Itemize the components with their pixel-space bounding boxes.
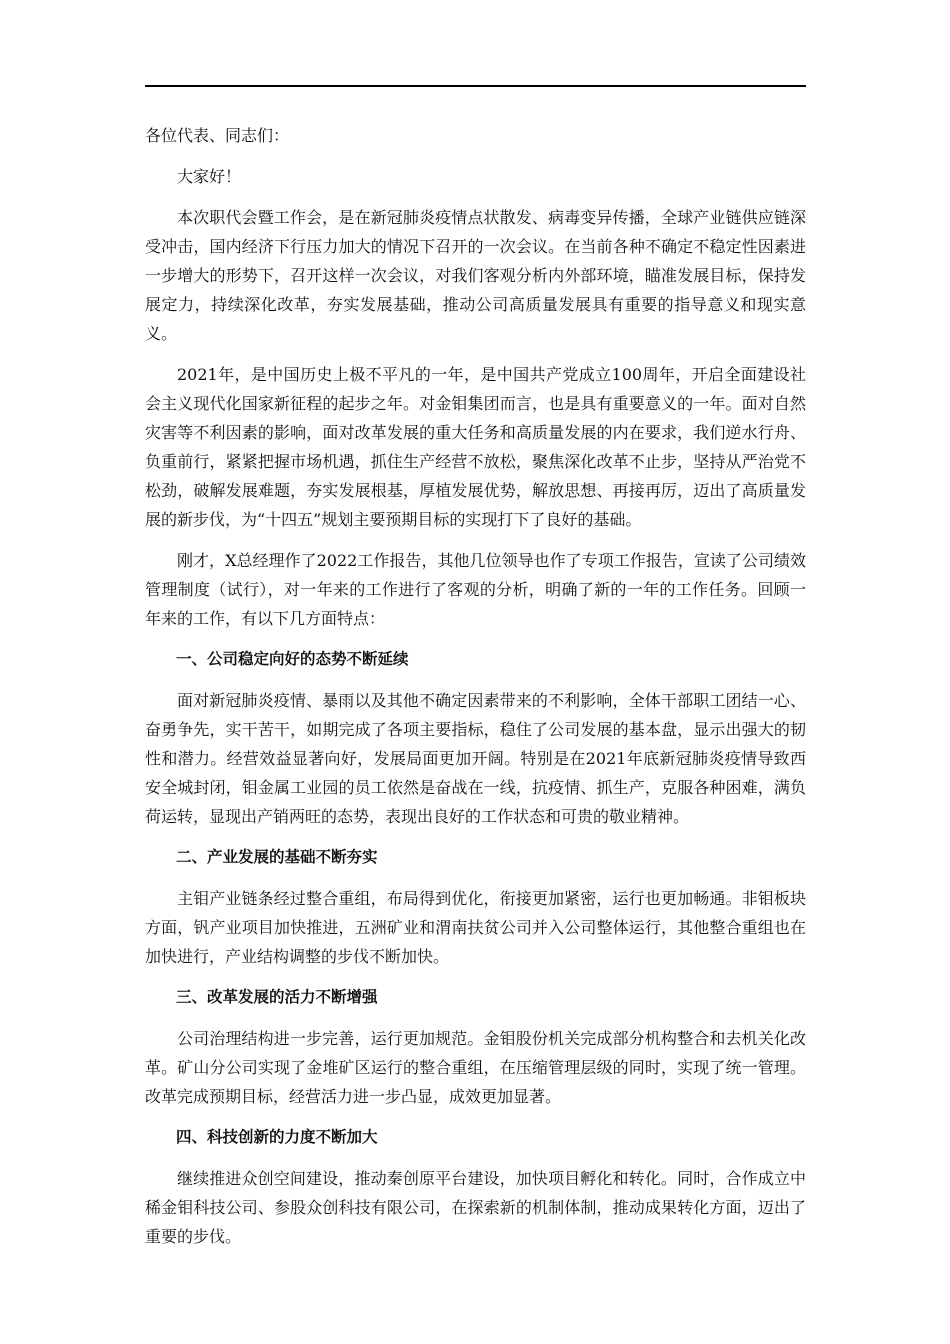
section-heading-3: 三、改革发展的活力不断增强: [176, 988, 378, 1006]
header-rule: [145, 85, 806, 87]
section-body-1: 面对新冠肺炎疫情、暴雨以及其他不确定因素带来的不利影响，全体干部职工团结一心、奋勇争先，实干苦干，如期完成了各项主要指标，稳住了公司发展的基本盘，显示出强大的韧性和潜力。经营效益显著向好，发展局面更加开阔。特别是在2021年底新冠肺炎疫情导致西安全城封闭，钼金属工业园的员工依然是奋战在一线，抗疫情、抓生产，克服各种困难，满负荷运转，显现出产销两旺的态势，表现出良好的工作状态和可贵的敬业精神。: [145, 691, 806, 826]
document-body: [145, 121, 806, 1263]
paragraph-reports: 刚才，X总经理作了2022工作报告，其他几位领导也作了专项工作报告，宣读了公司绩效管理制度（试行），对一年来的工作进行了客观的分析，明确了新的一年的工作任务。回顾一年来的工作，有以下几方面特点：: [145, 551, 806, 628]
section-heading-1: 一、公司稳定向好的态势不断延续: [176, 650, 409, 668]
greeting: 大家好！: [177, 167, 242, 186]
paragraph-intro: 本次职代会暨工作会，是在新冠肺炎疫情点状散发、病毒变异传播，全球产业链供应链深受冲击，国内经济下行压力加大的情况下召开的一次会议。在当前各种不确定不稳定性因素进一步增大的形势下，召开这样一次会议，对我们客观分析内外部环境，瞄准发展目标，保持发展定力，持续深化改革，夯实发展基础，推动公司高质量发展具有重要的指导意义和现实意义。: [145, 208, 806, 343]
section-body-4: 继续推进众创空间建设，推动秦创原平台建设，加快项目孵化和转化。同时，合作成立中稀金钼科技公司、参股众创科技有限公司，在探索新的机制体制，推动成果转化方面，迈出了重要的步伐。: [145, 1169, 806, 1246]
salutation: 各位代表、同志们：: [145, 126, 290, 145]
section-heading-4: 四、科技创新的力度不断加大: [176, 1128, 378, 1146]
section-heading-2: 二、产业发展的基础不断夯实: [176, 848, 378, 866]
paragraph-2021-review: 2021年，是中国历史上极不平凡的一年，是中国共产党成立100周年，开启全面建设社会主义现代化国家新征程的起步之年。对金钼集团而言，也是具有重要意义的一年。面对自然灾害等不利因素的影响，面对改革发展的重大任务和高质量发展的内在要求，我们逆水行舟、负重前行，紧紧把握市场机遇，抓住生产经营不放松，聚焦深化改革不止步，坚持从严治党不松劲，破解发展难题，夯实发展根基，厚植发展优势，解放思想、再接再厉，迈出了高质量发展的新步伐，为“十四五”规划主要预期目标的实现打下了良好的基础。: [145, 365, 806, 529]
section-body-3: 公司治理结构进一步完善，运行更加规范。金钼股份机关完成部分机构整合和去机关化改革。矿山分公司实现了金堆矿区运行的整合重组，在压缩管理层级的同时，实现了统一管理。改革完成预期目标，经营活力进一步凸显，成效更加显著。: [145, 1029, 806, 1106]
section-body-2: 主钼产业链条经过整合重组，布局得到优化，衔接更加紧密，运行也更加畅通。非钼板块方面，钒产业项目加快推进，五洲矿业和渭南扶贫公司并入公司整体运行，其他整合重组也在加快进行，产业结构调整的步伐不断加快。: [145, 889, 806, 966]
